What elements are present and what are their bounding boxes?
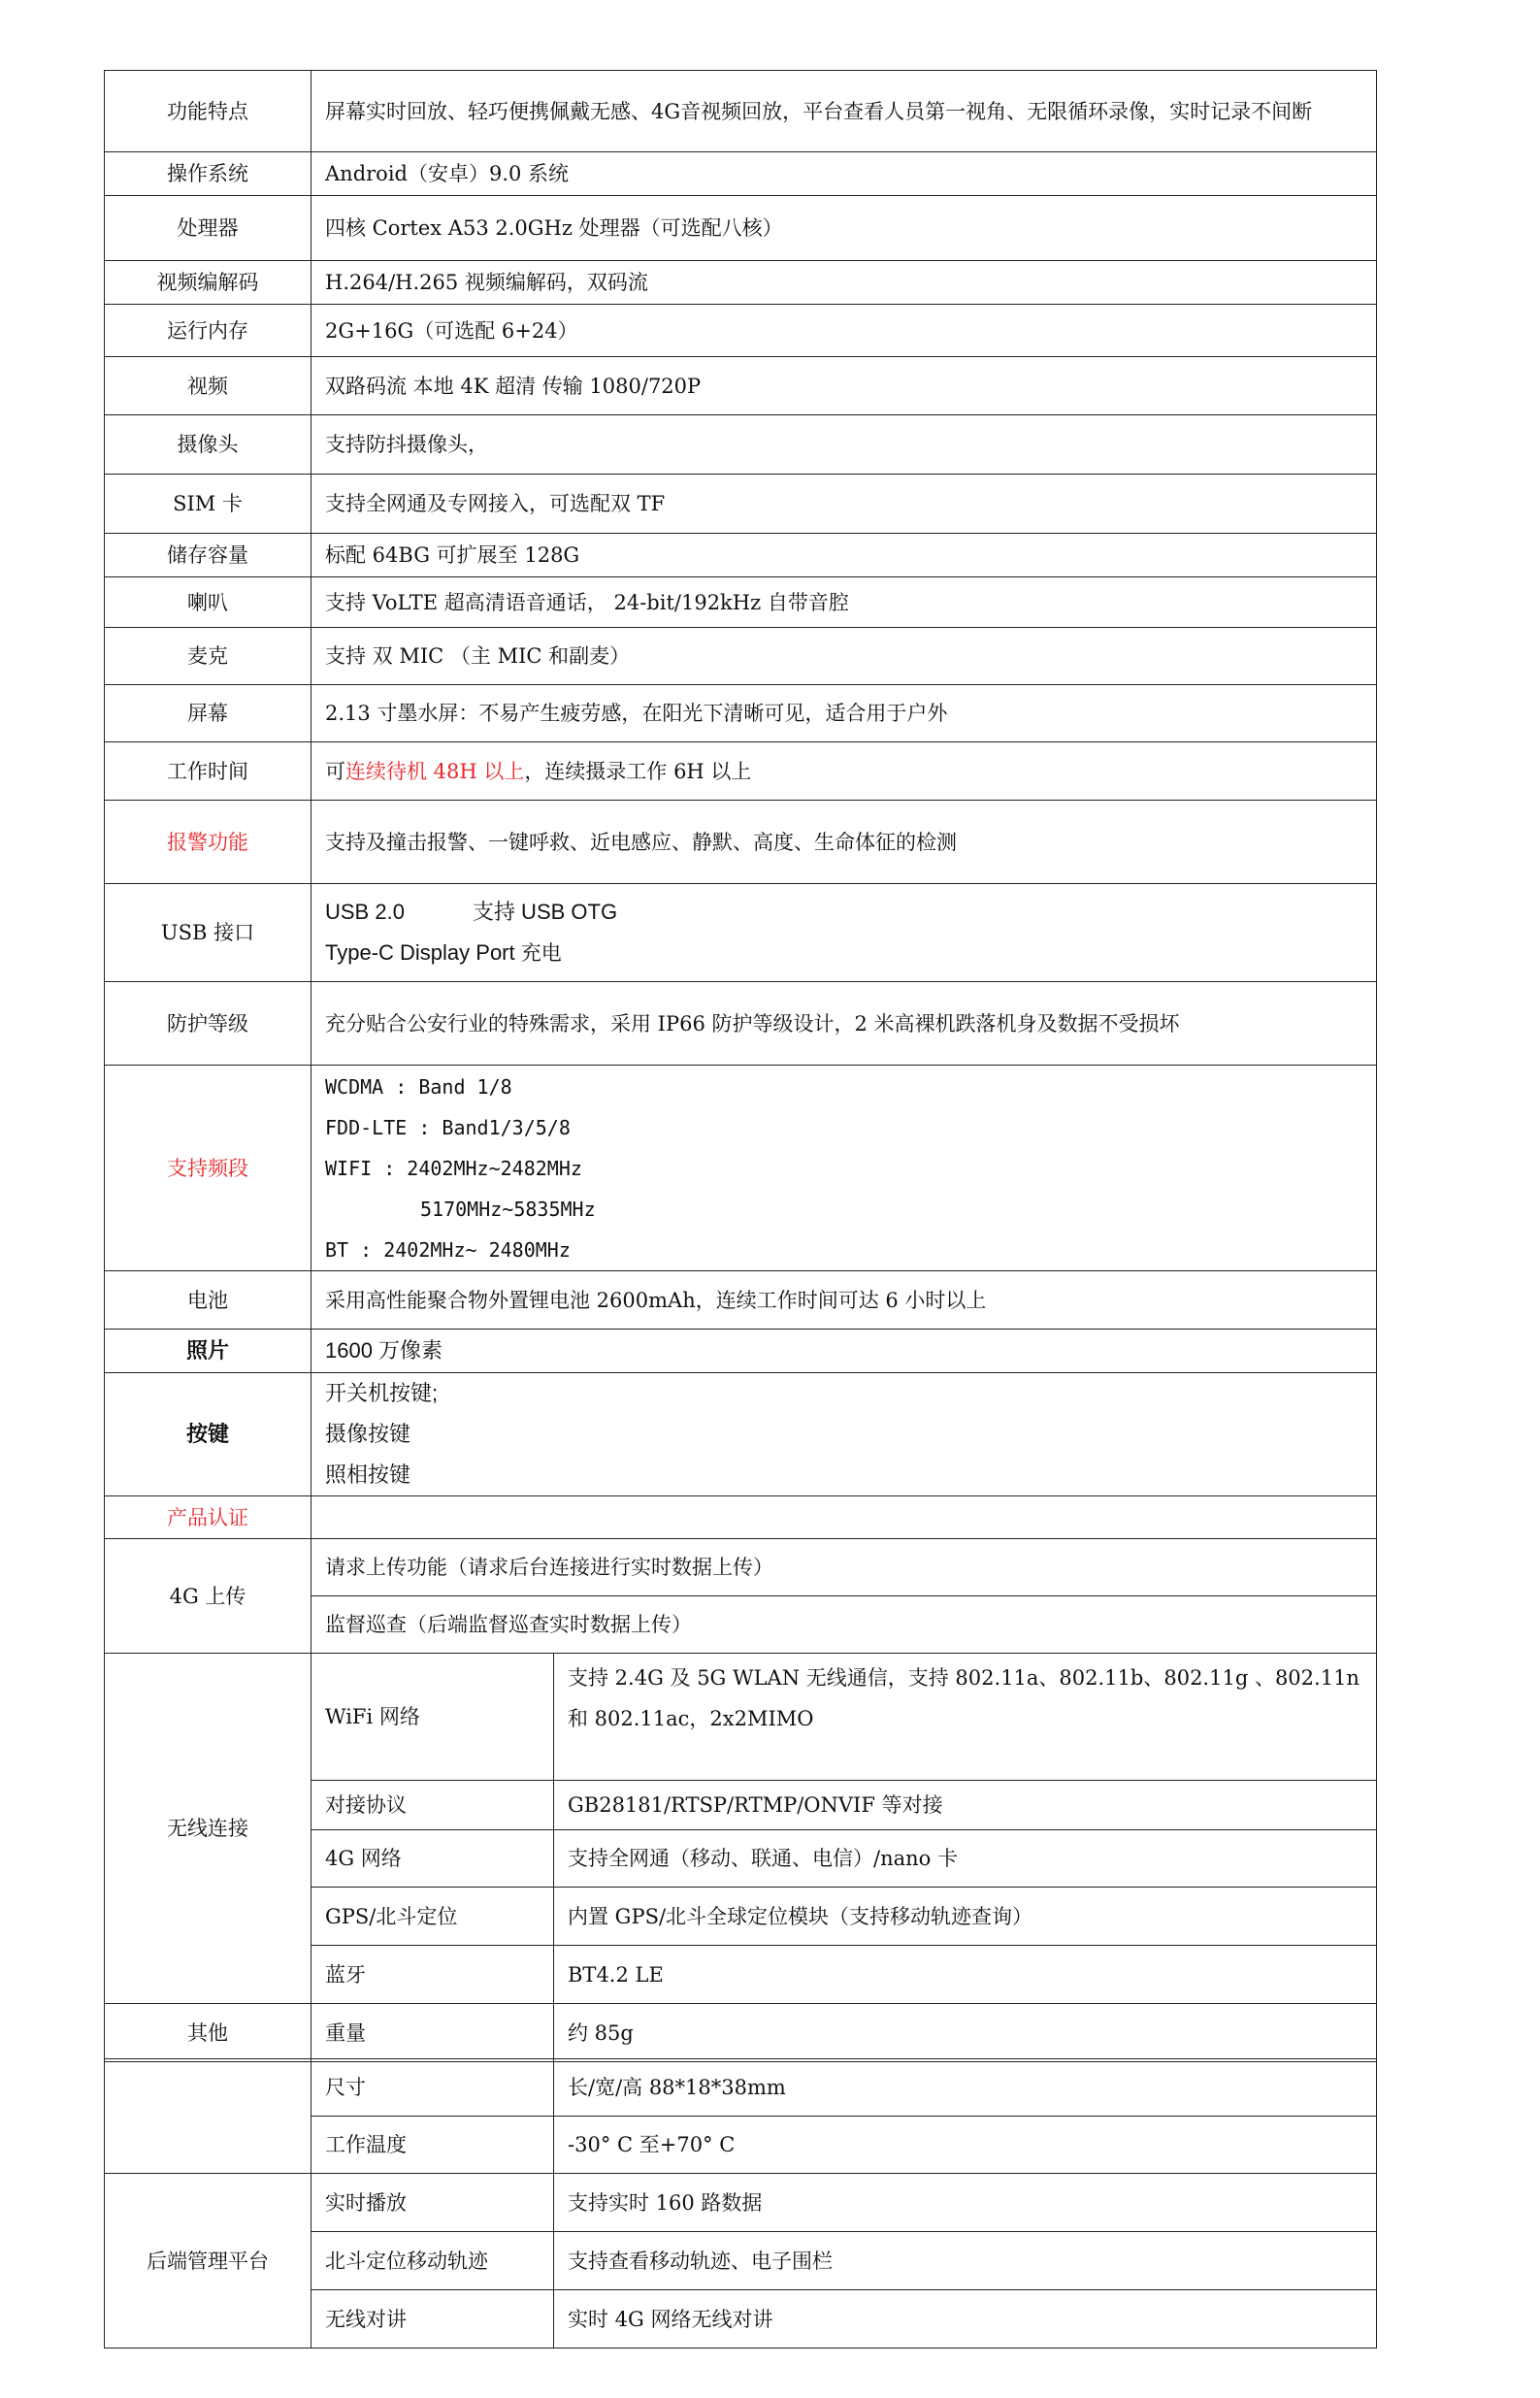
- row-camera: [105, 415, 1377, 475]
- wireless-value: 支持全网通（移动、联通、电信）/nano 卡: [554, 1830, 1377, 1888]
- value-camera: 支持防抖摄像头，: [311, 415, 1377, 475]
- wireless-value: 内置 GPS/北斗全球定位模块（支持移动轨迹查询）: [554, 1888, 1377, 1946]
- label-cpu: 处理器: [105, 196, 311, 261]
- wireless-name: 对接协议: [311, 1781, 554, 1830]
- worktime-suffix: ，连续摄录工作 6H 以上: [524, 759, 752, 783]
- value-features: 屏幕实时回放、轻巧便携佩戴无感、4G音视频回放，平台查看人员第一视角、无限循环录像，实时记录不间断: [311, 71, 1377, 152]
- wireless-name: WiFi 网络: [311, 1654, 554, 1781]
- row-screen: [105, 685, 1377, 742]
- row-wireless-wifi: [105, 1654, 1377, 1781]
- value-worktime: [311, 742, 1377, 801]
- platform-value: -30° C 至+70° C: [554, 2117, 1377, 2174]
- platform-name: 尺寸: [311, 2059, 554, 2117]
- label-battery: 电池: [105, 1271, 311, 1330]
- row-alarm: [105, 801, 1377, 884]
- band-line: FDD-LTE : Band1/3/5/8: [325, 1115, 571, 1139]
- label-usb: USB 接口: [105, 884, 311, 982]
- band-line: 5170MHz~5835MHz: [420, 1197, 596, 1221]
- other-name: 重量: [311, 2004, 554, 2062]
- row-os: [105, 152, 1377, 196]
- usb-otg: 支持 USB OTG: [472, 900, 618, 924]
- value-video: 双路码流 本地 4K 超清 传输 1080/720P: [311, 357, 1377, 415]
- row-worktime: [105, 742, 1377, 801]
- label-other: 其他: [105, 2004, 311, 2062]
- value-protection: 充分贴合公安行业的特殊需求，采用 IP66 防护等级设计，2 米高裸机跌落机身及数据不受损坏: [311, 982, 1377, 1066]
- value-screen: 2.13 寸墨水屏：不易产生疲劳感，在阳光下清晰可见，适合用于户外: [311, 685, 1377, 742]
- key-item: 摄像按键: [325, 1422, 411, 1446]
- platform-value: 实时 4G 网络无线对讲: [554, 2290, 1377, 2349]
- row-sim: [105, 475, 1377, 534]
- platform-value: 支持查看移动轨迹、电子围栏: [554, 2232, 1377, 2290]
- label-keys: 按键: [105, 1373, 311, 1496]
- label-alarm: 报警功能: [105, 801, 311, 884]
- label-codec: 视频编解码: [105, 261, 311, 305]
- other-value: 约 85g: [554, 2004, 1377, 2062]
- label-photo: 照片: [105, 1330, 311, 1373]
- value-usb: [311, 884, 1377, 982]
- value-mic: 支持 双 MIC （主 MIC 和副麦）: [311, 628, 1377, 685]
- spec-table: [104, 70, 1377, 2062]
- value-codec: H.264/H.265 视频编解码，双码流: [311, 261, 1377, 305]
- band-line: BT : 2402MHz~ 2480MHz: [325, 1237, 571, 1262]
- value-upload-request: 请求上传功能（请求后台连接进行实时数据上传）: [311, 1539, 1377, 1596]
- value-os: Android（安卓）9.0 系统: [311, 152, 1377, 196]
- wireless-name: 4G 网络: [311, 1830, 554, 1888]
- platform-name: 工作温度: [311, 2117, 554, 2174]
- value-battery: 采用高性能聚合物外置锂电池 2600mAh，连续工作时间可达 6 小时以上: [311, 1271, 1377, 1330]
- label-speaker: 喇叭: [105, 577, 311, 628]
- wireless-value: GB28181/RTSP/RTMP/ONVIF 等对接: [554, 1781, 1377, 1830]
- platform-value: 支持实时 160 路数据: [554, 2174, 1377, 2232]
- value-bands: [311, 1066, 1377, 1271]
- row-ram: [105, 305, 1377, 357]
- label-sim: SIM 卡: [105, 475, 311, 534]
- row-bands: [105, 1066, 1377, 1271]
- row-features: [105, 71, 1377, 152]
- row-keys: [105, 1373, 1377, 1496]
- value-photo: 1600 万像素: [311, 1330, 1377, 1373]
- label-platform: 后端管理平台: [105, 2174, 311, 2349]
- label-mic: 麦克: [105, 628, 311, 685]
- usb-typec: Type-C Display Port: [325, 940, 521, 965]
- label-camera: 摄像头: [105, 415, 311, 475]
- band-line: WIFI : 2402MHz~2482MHz: [325, 1156, 582, 1180]
- platform-table: [104, 2058, 1377, 2349]
- platform-name: 北斗定位移动轨迹: [311, 2232, 554, 2290]
- row-photo: [105, 1330, 1377, 1373]
- row-battery: [105, 1271, 1377, 1330]
- row-protection: [105, 982, 1377, 1066]
- row-size: [105, 2059, 1377, 2117]
- row-codec: [105, 261, 1377, 305]
- label-upload: 4G 上传: [105, 1539, 311, 1654]
- usb-charge: 充电: [520, 941, 562, 965]
- value-speaker: 支持 VoLTE 超高清语音通话， 24-bit/192kHz 自带音腔: [311, 577, 1377, 628]
- row-playback: [105, 2174, 1377, 2232]
- row-storage: [105, 534, 1377, 577]
- label-os: 操作系统: [105, 152, 311, 196]
- key-item: 开关机按键;: [325, 1381, 439, 1405]
- platform-name: 无线对讲: [311, 2290, 554, 2349]
- label-worktime: 工作时间: [105, 742, 311, 801]
- platform-value: 长/宽/高 88*18*38mm: [554, 2059, 1377, 2117]
- value-cert: [311, 1496, 1377, 1539]
- label-protection: 防护等级: [105, 982, 311, 1066]
- value-ram: 2G+16G（可选配 6+24）: [311, 305, 1377, 357]
- wireless-name: GPS/北斗定位: [311, 1888, 554, 1946]
- key-item: 照相按键: [325, 1462, 411, 1487]
- value-sim: 支持全网通及专网接入，可选配双 TF: [311, 475, 1377, 534]
- worktime-highlight: 连续待机 48H 以上: [345, 759, 525, 783]
- usb-version: USB 2.0: [325, 900, 405, 924]
- wireless-value: BT4.2 LE: [554, 1946, 1377, 2004]
- label-features: 功能特点: [105, 71, 311, 152]
- row-other: [105, 2004, 1377, 2062]
- wireless-value: 支持 2.4G 及 5G WLAN 无线通信，支持 802.11a、802.11b、802.11g 、802.11n 和 802.11ac，2x2MIMO: [554, 1654, 1377, 1781]
- row-cert: [105, 1496, 1377, 1539]
- row-usb: [105, 884, 1377, 982]
- value-upload-supervise: 监督巡查（后端监督巡查实时数据上传）: [311, 1596, 1377, 1654]
- band-line: WCDMA : Band 1/8: [325, 1074, 512, 1099]
- value-alarm: 支持及撞击报警、一键呼救、近电感应、静默、高度、生命体征的检测: [311, 801, 1377, 884]
- value-cpu: 四核 Cortex A53 2.0GHz 处理器（可选配八核）: [311, 196, 1377, 261]
- wireless-name: 蓝牙: [311, 1946, 554, 2004]
- row-speaker: [105, 577, 1377, 628]
- label-wireless: 无线连接: [105, 1654, 311, 2004]
- worktime-prefix: 可: [325, 759, 345, 783]
- label-ram: 运行内存: [105, 305, 311, 357]
- label-storage: 储存容量: [105, 534, 311, 577]
- row-cpu: [105, 196, 1377, 261]
- label-cert: 产品认证: [105, 1496, 311, 1539]
- row-upload-1: [105, 1539, 1377, 1596]
- row-video: [105, 357, 1377, 415]
- label-blank: [105, 2059, 311, 2174]
- value-keys: [311, 1373, 1377, 1496]
- platform-name: 实时播放: [311, 2174, 554, 2232]
- label-video: 视频: [105, 357, 311, 415]
- label-screen: 屏幕: [105, 685, 311, 742]
- value-storage: 标配 64BG 可扩展至 128G: [311, 534, 1377, 577]
- row-mic: [105, 628, 1377, 685]
- label-bands: 支持频段: [105, 1066, 311, 1271]
